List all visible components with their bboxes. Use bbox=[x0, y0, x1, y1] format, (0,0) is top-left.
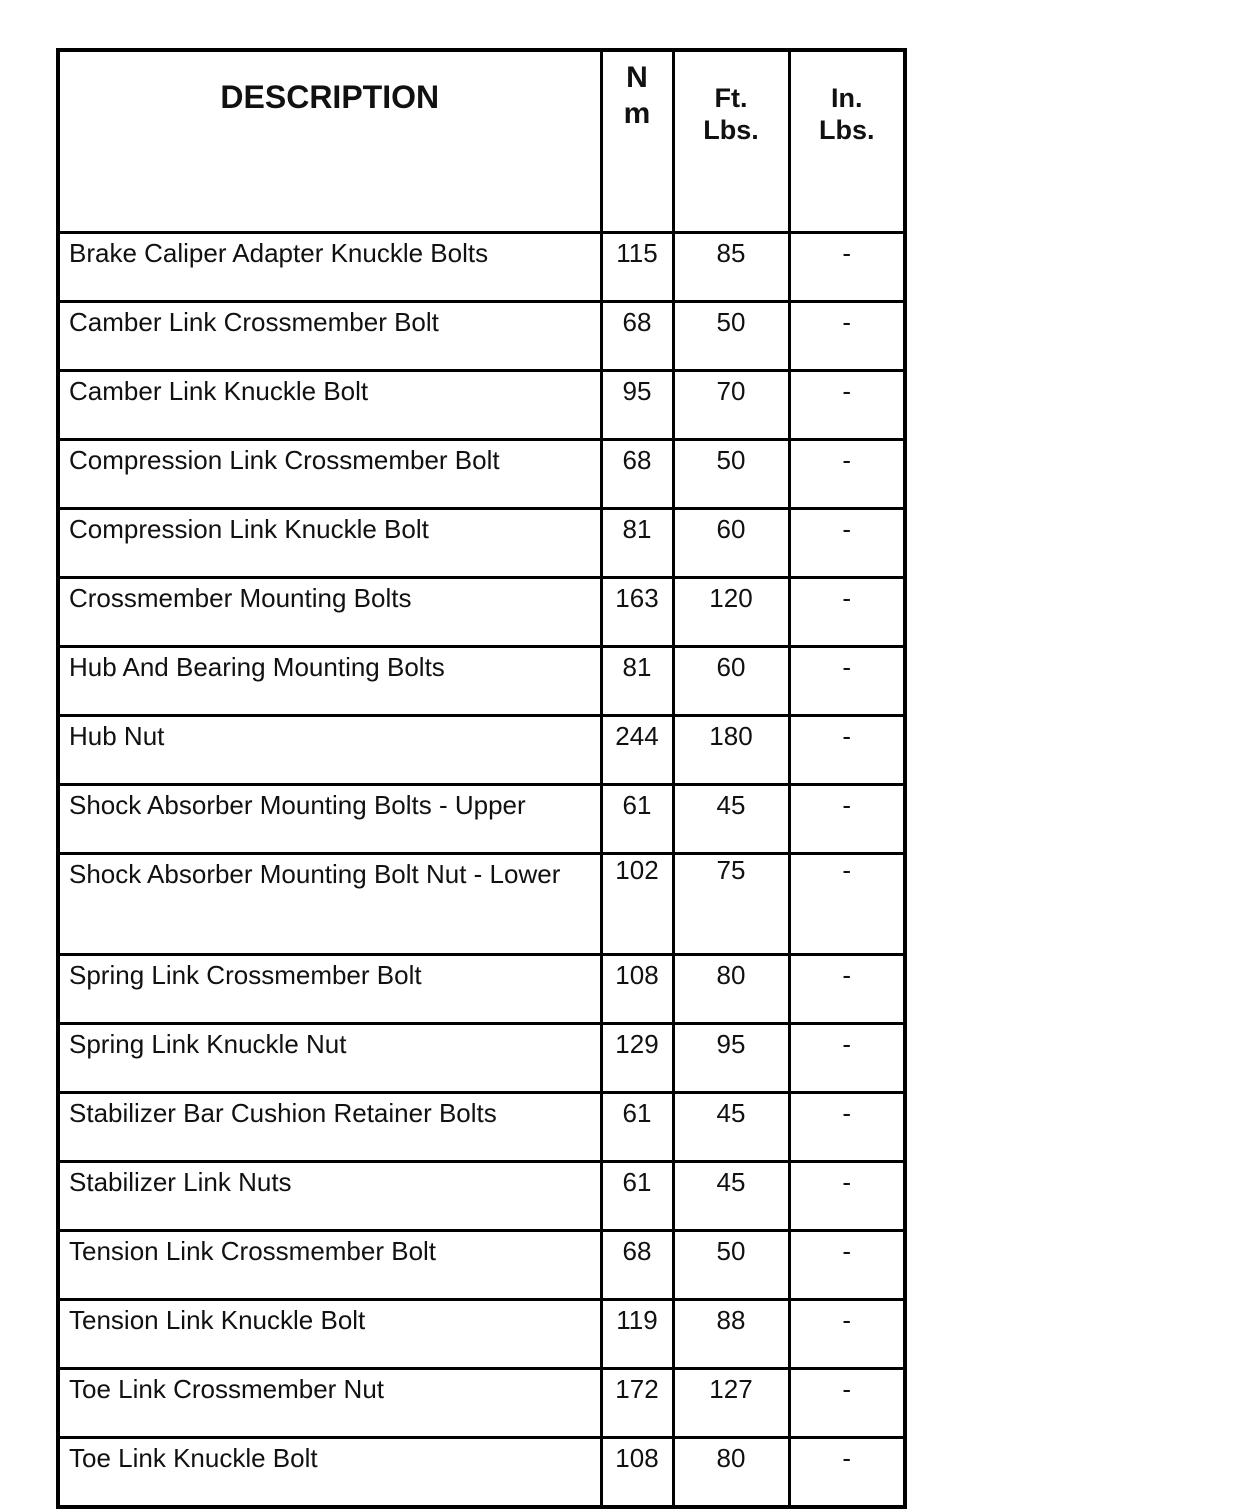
table-row bbox=[58, 854, 905, 955]
row-ft-lbs-value: 75 bbox=[673, 854, 789, 955]
row-in-lbs-value: - bbox=[789, 1438, 905, 1508]
row-ft-lbs-value: 95 bbox=[673, 1024, 789, 1093]
table-row bbox=[58, 1300, 905, 1369]
row-nm-value: 81 bbox=[601, 647, 673, 716]
row-in-lbs-value: - bbox=[789, 578, 905, 647]
ft-header-line2: Lbs. bbox=[703, 115, 759, 146]
table-row bbox=[58, 233, 905, 302]
row-description: Toe Link Knuckle Bolt bbox=[58, 1438, 601, 1508]
table-row bbox=[58, 1438, 905, 1508]
table-row bbox=[58, 785, 905, 854]
row-nm-value: 163 bbox=[601, 578, 673, 647]
row-description: Hub Nut bbox=[58, 716, 601, 785]
row-description: Shock Absorber Mounting Bolt Nut - Lower bbox=[58, 854, 601, 955]
row-nm-value: 68 bbox=[601, 302, 673, 371]
row-nm-value: 81 bbox=[601, 509, 673, 578]
row-in-lbs-value: - bbox=[789, 854, 905, 955]
row-ft-lbs-value: 50 bbox=[673, 440, 789, 509]
inch-pounds-column-header bbox=[789, 50, 905, 233]
in-header-line1: In. bbox=[831, 83, 863, 113]
table-row bbox=[58, 371, 905, 440]
row-nm-value: 115 bbox=[601, 233, 673, 302]
row-in-lbs-value: - bbox=[789, 955, 905, 1024]
table-header bbox=[58, 50, 905, 233]
row-description: Compression Link Knuckle Bolt bbox=[58, 509, 601, 578]
row-ft-lbs-value: 60 bbox=[673, 509, 789, 578]
row-description: Stabilizer Bar Cushion Retainer Bolts bbox=[58, 1093, 601, 1162]
row-in-lbs-value: - bbox=[789, 785, 905, 854]
description-column-header: DESCRIPTION bbox=[58, 50, 601, 233]
row-description: Tension Link Crossmember Bolt bbox=[58, 1231, 601, 1300]
row-description: Hub And Bearing Mounting Bolts bbox=[58, 647, 601, 716]
table-row bbox=[58, 578, 905, 647]
row-description: Shock Absorber Mounting Bolts - Upper bbox=[58, 785, 601, 854]
row-description: Camber Link Crossmember Bolt bbox=[58, 302, 601, 371]
table-row bbox=[58, 440, 905, 509]
foot-pounds-column-header bbox=[673, 50, 789, 233]
table-row bbox=[58, 1162, 905, 1231]
table-row bbox=[58, 1024, 905, 1093]
row-description: Brake Caliper Adapter Knuckle Bolts bbox=[58, 233, 601, 302]
row-ft-lbs-value: 80 bbox=[673, 1438, 789, 1508]
torque-specification-table bbox=[56, 48, 907, 1509]
row-nm-value: 108 bbox=[601, 1438, 673, 1508]
row-in-lbs-value: - bbox=[789, 1369, 905, 1438]
table-row bbox=[58, 509, 905, 578]
row-ft-lbs-value: 120 bbox=[673, 578, 789, 647]
row-ft-lbs-value: 45 bbox=[673, 785, 789, 854]
row-nm-value: 68 bbox=[601, 1231, 673, 1300]
table-row bbox=[58, 302, 905, 371]
row-in-lbs-value: - bbox=[789, 1162, 905, 1231]
row-ft-lbs-value: 45 bbox=[673, 1093, 789, 1162]
table-row bbox=[58, 1093, 905, 1162]
row-nm-value: 102 bbox=[601, 854, 673, 955]
table-body bbox=[58, 233, 905, 1508]
row-nm-value: 68 bbox=[601, 440, 673, 509]
row-ft-lbs-value: 80 bbox=[673, 955, 789, 1024]
row-in-lbs-value: - bbox=[789, 1024, 905, 1093]
row-ft-lbs-value: 70 bbox=[673, 371, 789, 440]
row-description: Crossmember Mounting Bolts bbox=[58, 578, 601, 647]
row-ft-lbs-value: 88 bbox=[673, 1300, 789, 1369]
row-in-lbs-value: - bbox=[789, 302, 905, 371]
row-nm-value: 61 bbox=[601, 1162, 673, 1231]
row-nm-value: 172 bbox=[601, 1369, 673, 1438]
row-ft-lbs-value: 127 bbox=[673, 1369, 789, 1438]
row-ft-lbs-value: 45 bbox=[673, 1162, 789, 1231]
row-in-lbs-value: - bbox=[789, 1300, 905, 1369]
nm-header-line2: m bbox=[623, 97, 651, 130]
row-in-lbs-value: - bbox=[789, 233, 905, 302]
row-in-lbs-value: - bbox=[789, 440, 905, 509]
row-in-lbs-value: - bbox=[789, 509, 905, 578]
nm-header-line1: N bbox=[626, 61, 648, 94]
row-description: Stabilizer Link Nuts bbox=[58, 1162, 601, 1231]
row-in-lbs-value: - bbox=[789, 1093, 905, 1162]
table-row bbox=[58, 955, 905, 1024]
row-description: Spring Link Crossmember Bolt bbox=[58, 955, 601, 1024]
row-nm-value: 244 bbox=[601, 716, 673, 785]
in-header-line2: Lbs. bbox=[818, 115, 875, 146]
row-description: Compression Link Crossmember Bolt bbox=[58, 440, 601, 509]
row-in-lbs-value: - bbox=[789, 716, 905, 785]
table-row bbox=[58, 1369, 905, 1438]
newton-meter-column-header bbox=[601, 50, 673, 233]
row-in-lbs-value: - bbox=[789, 647, 905, 716]
row-ft-lbs-value: 50 bbox=[673, 302, 789, 371]
row-description: Toe Link Crossmember Nut bbox=[58, 1369, 601, 1438]
row-nm-value: 119 bbox=[601, 1300, 673, 1369]
header-row bbox=[58, 50, 905, 233]
row-description: Tension Link Knuckle Bolt bbox=[58, 1300, 601, 1369]
row-in-lbs-value: - bbox=[789, 371, 905, 440]
row-description: Spring Link Knuckle Nut bbox=[58, 1024, 601, 1093]
table-row bbox=[58, 716, 905, 785]
row-nm-value: 95 bbox=[601, 371, 673, 440]
row-ft-lbs-value: 180 bbox=[673, 716, 789, 785]
table-row bbox=[58, 1231, 905, 1300]
row-nm-value: 129 bbox=[601, 1024, 673, 1093]
row-in-lbs-value: - bbox=[789, 1231, 905, 1300]
row-ft-lbs-value: 85 bbox=[673, 233, 789, 302]
table-row bbox=[58, 647, 905, 716]
row-ft-lbs-value: 50 bbox=[673, 1231, 789, 1300]
ft-header-line1: Ft. bbox=[714, 83, 748, 113]
row-nm-value: 61 bbox=[601, 785, 673, 854]
row-description: Camber Link Knuckle Bolt bbox=[58, 371, 601, 440]
row-ft-lbs-value: 60 bbox=[673, 647, 789, 716]
row-nm-value: 108 bbox=[601, 955, 673, 1024]
row-nm-value: 61 bbox=[601, 1093, 673, 1162]
